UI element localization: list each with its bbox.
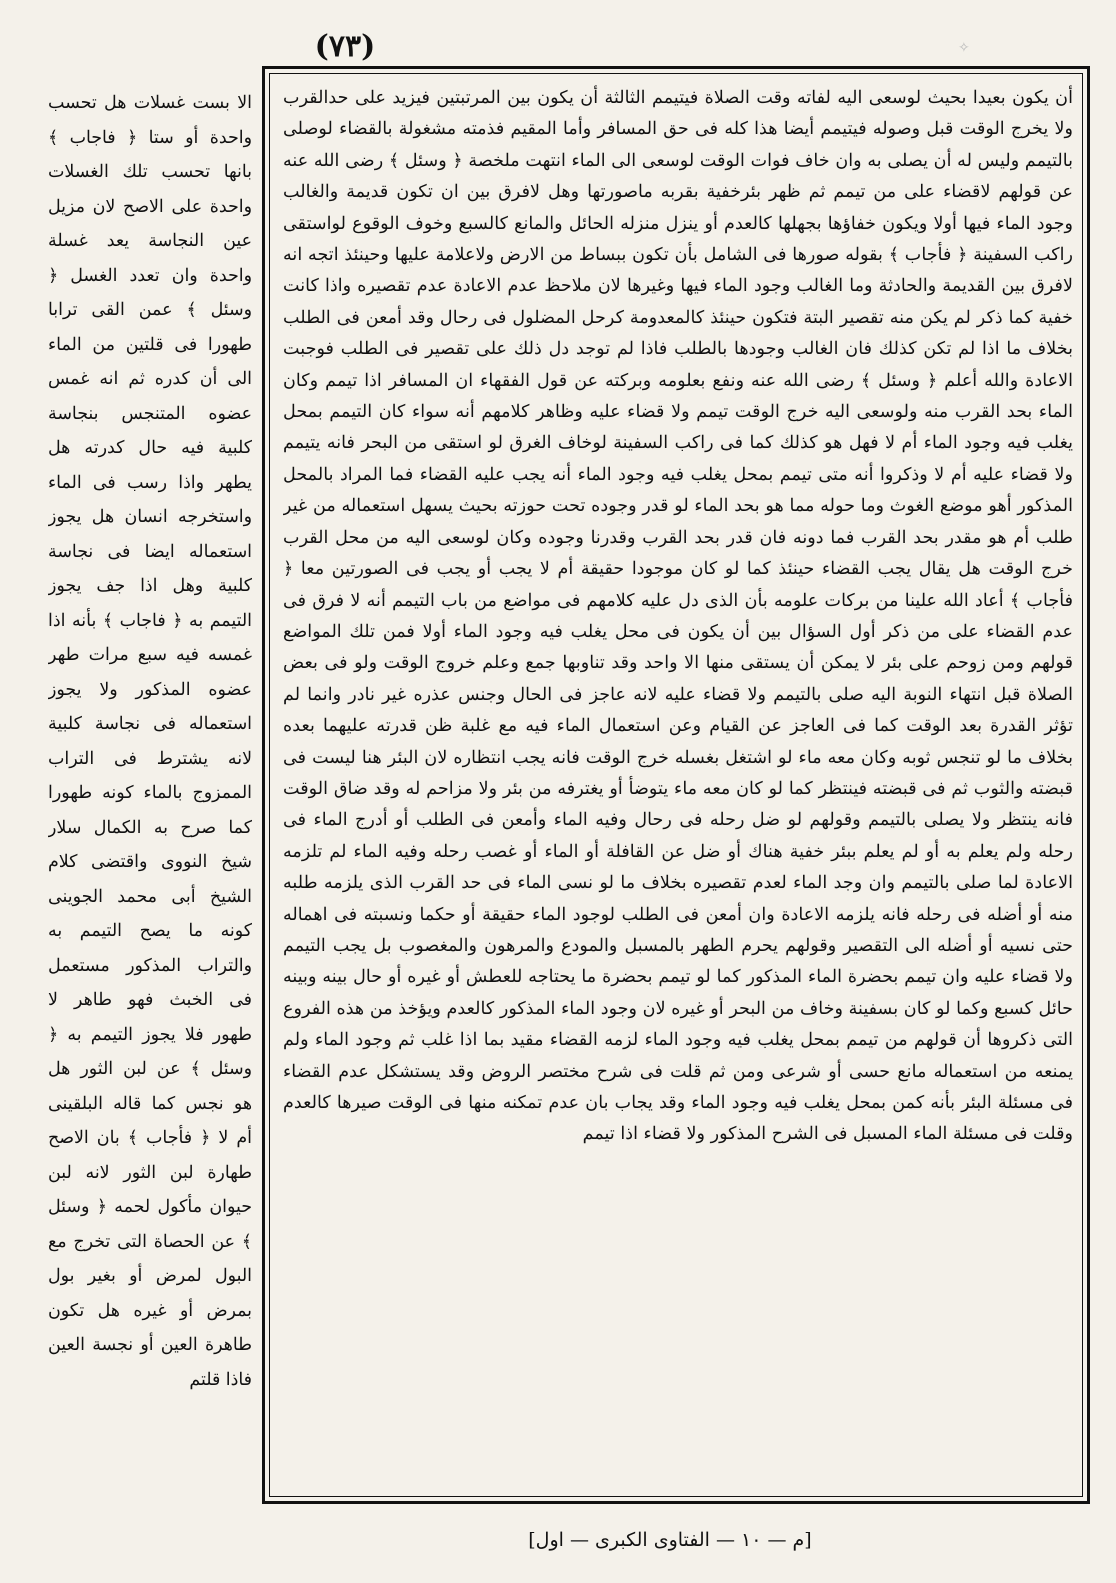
main-text-frame: [262, 66, 1090, 1504]
printer-signature: [م — ١٠ — الفتاوى الكبرى — اول]: [528, 1529, 812, 1551]
scan-mark: ✧: [958, 40, 970, 56]
main-body-text: أن يكون بعيدا بحيث لوسعى اليه لفاته وقت الصلاة فيتيمم الثالثة أن يكون بين المرتبتين فيزيد على حدالقرب ولا يخرج الوقت قبل وصوله فيتيمم أيضا هذا كله فى حق المسافر وأما المقيم فذمته مشغولة بالقضاء لوصلى بالتيمم وليس له أن يصلى به وان خاف فوات الوقت لوسعى الى الماء انتهت ملخصة ﴿ وسئل ﴾ رضى الله عنه عن قولهم لاقضاء على من تيمم ثم ظهر بئرخفية بقربه ماصورتها وهل لافرق بين ان تكون قديمة والغالب وجود الماء فيها أولا ويكون خفاؤها بجهلها كالعدم أو ينزل منزله الحائل والمانع كالسبع وخوف الوقوع لواستقى راكب السفينة ﴿ فأجاب ﴾ بقوله صورها فى الشامل بأن تكون ببساط من الارض ولاعلامة عليها وحينئذ اتجه انه لافرق بين القديمة والحادثة وما الغالب وجود الماء فيها وغيرها لان ملاحظ عدم الاعادة عدم تقصيره واذا كانت خفية كما ذكر لم يكن منه تقصير البتة فتكون حينئذ كالمعدومة كرحل المضلول فى رحال وقد أمعن فى الطلب بخلاف ما اذا لم تكن كذلك فان الغالب وجودها بالطلب فاذا لم توجد دل ذلك على تقصير فى الطلب فوجبت الاعادة والله أعلم ﴿ وسئل ﴾ رضى الله عنه ونفع بعلومه وبركته عن قول الفقهاء ان المسافر اذا تيمم وكان الماء بحد القرب منه ولوسعى اليه خرج الوقت تيمم ولا قضاء عليه وظاهر كلامهم أنه سواء كان التيمم بمحل يغلب فيه وجود الماء أم لا فهل هو كذلك كما فى راكب السفينة لوخاف الغرق لو استقى من البحر فانه يتيمم ولا قضاء عليه أم لا وذكروا أنه متى تيمم بمحل يغلب فيه وجود الماء أنه يجب عليه القضاء فما المراد بالمحل المذكور أهو موضع الغوث وما حوله مما هو بحد الماء لو قدر وجوده تحت حوزته بحيث يسهل استعماله من غير طلب أم هو مقدر بحد القرب فما دونه فان قدر بحد القرب وقدرنا وجوده وكان لوسعى اليه من محل القرب خرج الوقت هل يقال يجب القضاء حينئذ كما لو كان موجودا حقيقة أم لا يجب أو يجب فى الصورتين معا ﴿ فأجاب ﴾ أعاد الله علينا من بركات علومه بأن الذى دل عليه كلامهم فى مواضع من باب التيمم أنه لا فرق فى عدم القضاء على من ذكر أول السؤال بين أن يكون فى محل يغلب فيه وجود الماء أولا فمن تلك المواضع قولهم ومن زوحم على بئر لا يمكن أن يستقى منها الا واحد وقد تناوبها جمع وعلم خروج الوقت ولو فى بعض الصلاة قبل انتهاء النوبة اليه صلى بالتيمم ولا قضاء عليه لانه عاجز فى الحال وجنس عذره غير نادر وانما لم تؤثر القدرة بعد الوقت كما فى العاجز عن القيام وعن استعمال الماء فيه مع غلبة ظن قدرته عليهما بعده بخلاف ما لو تنجس ثوبه وكان معه ماء لو اشتغل بغسله خرج الوقت فانه يجب انتظاره لان البئر هنا ليست فى قبضته والثوب ثم فى قبضته فينتظر كما لو كان معه ماء يتوضأ أو يغترفه من بئر ولا مزاحم له وقد ضاق الوقت فانه ينتظر ولا يصلى بالتيمم وقولهم لو ضل رحله فى رحال وفيه الماء وأمعن فى الطلب أو أدرج الماء فى رحله ولم يعلم به أو لم يعلم ببئر خفية هناك أو ضل عن القافلة أو الماء أو غصب رحله وفيه الماء لم تلزمه الاعادة لما صلى بالتيمم وان وجد الماء لعدم تقصيره بخلاف ما لو نسى الماء فى حد القرب الذى يلزمه طلبه منه أو أضله فى رحله فانه يلزمه الاعادة وان أمعن فى الطلب لوجود الماء حقيقة أو حكما ونسبته فى اهماله حتى نسيه أو أضله الى التقصير وقولهم يحرم الطهر بالمسبل والمودع والمرهون والمغصوب بل يجب التيمم ولا قضاء عليه وان تيمم بحضرة الماء المذكور كما لو تيمم بحضرة ما يحتاجه للعطش أو غيره أو حال بينه وبينه حائل كسبع وكما لو كان بسفينة وخاف من البحر أو غيره لان وجود الماء المذكور كالعدم ويؤخذ من هذه الفروع التى ذكروها أن قولهم من تيمم بمحل يغلب فيه وجود الماء لزمه القضاء مقيد بما اذا غلب ثم وجود الماء ولم يمنعه من استعماله مانع حسى أو شرعى ومن ثم قلت فى شرح مختصر الروض وقد يستشكل عدم القضاء فى مسئلة البئر بأنه كمن بمحل يغلب فيه وجود الماء وقد يجاب بان عدم تمكنه منها فى الوقت صيرها كالعدم وقلت فى مسئلة الماء المسبل فى الشرح المذكور ولا قضاء اذا تيمم: [283, 88, 1073, 1145]
margin-commentary-text: الا بست غسلات هل تحسب واحدة أو ستا ﴿ فاجاب ﴾ بانها تحسب تلك الغسلات واحدة على الاصح لان مزيل عين النجاسة يعد غسلة واحدة وان تعدد الغسل ﴿ وسئل ﴾ عمن القى ترابا طهورا فى قلتين من الماء الى أن كدره ثم انه غمس عضوه المتنجس بنجاسة كلبية فيه حال كدرته هل يطهر واذا رسب فى الماء واستخرجه انسان هل يجوز استعماله ايضا فى نجاسة كلبية وهل اذا جف يجوز التيمم به ﴿ فاجاب ﴾ بأنه اذا غمسه فيه سبع مرات طهر عضوه المذكور ولا يجوز استعماله فى نجاسة كلبية لانه يشترط فى التراب الممزوج بالماء كونه طهورا كما صرح به الكمال سلار شيخ النووى واقتضى كلام الشيخ أبى محمد الجوينى كونه ما يصح التيمم به والتراب المذكور مستعمل فى الخبث فهو طاهر لا طهور فلا يجوز التيمم به ﴿ وسئل ﴾ عن لبن الثور هل هو نجس كما قاله البلقينى أم لا ﴿ فأجاب ﴾ بان الاصح طهارة لبن الثور لانه لبن حيوان مأكول لحمه ﴿ وسئل ﴾ عن الحصاة التى تخرج مع البول لمرض أو بغير بول بمرض أو غيره هل تكون طاهرة العين أو نجسة العين فاذا قلتم: [48, 93, 252, 1390]
page-number: (٧٣): [314, 29, 376, 64]
